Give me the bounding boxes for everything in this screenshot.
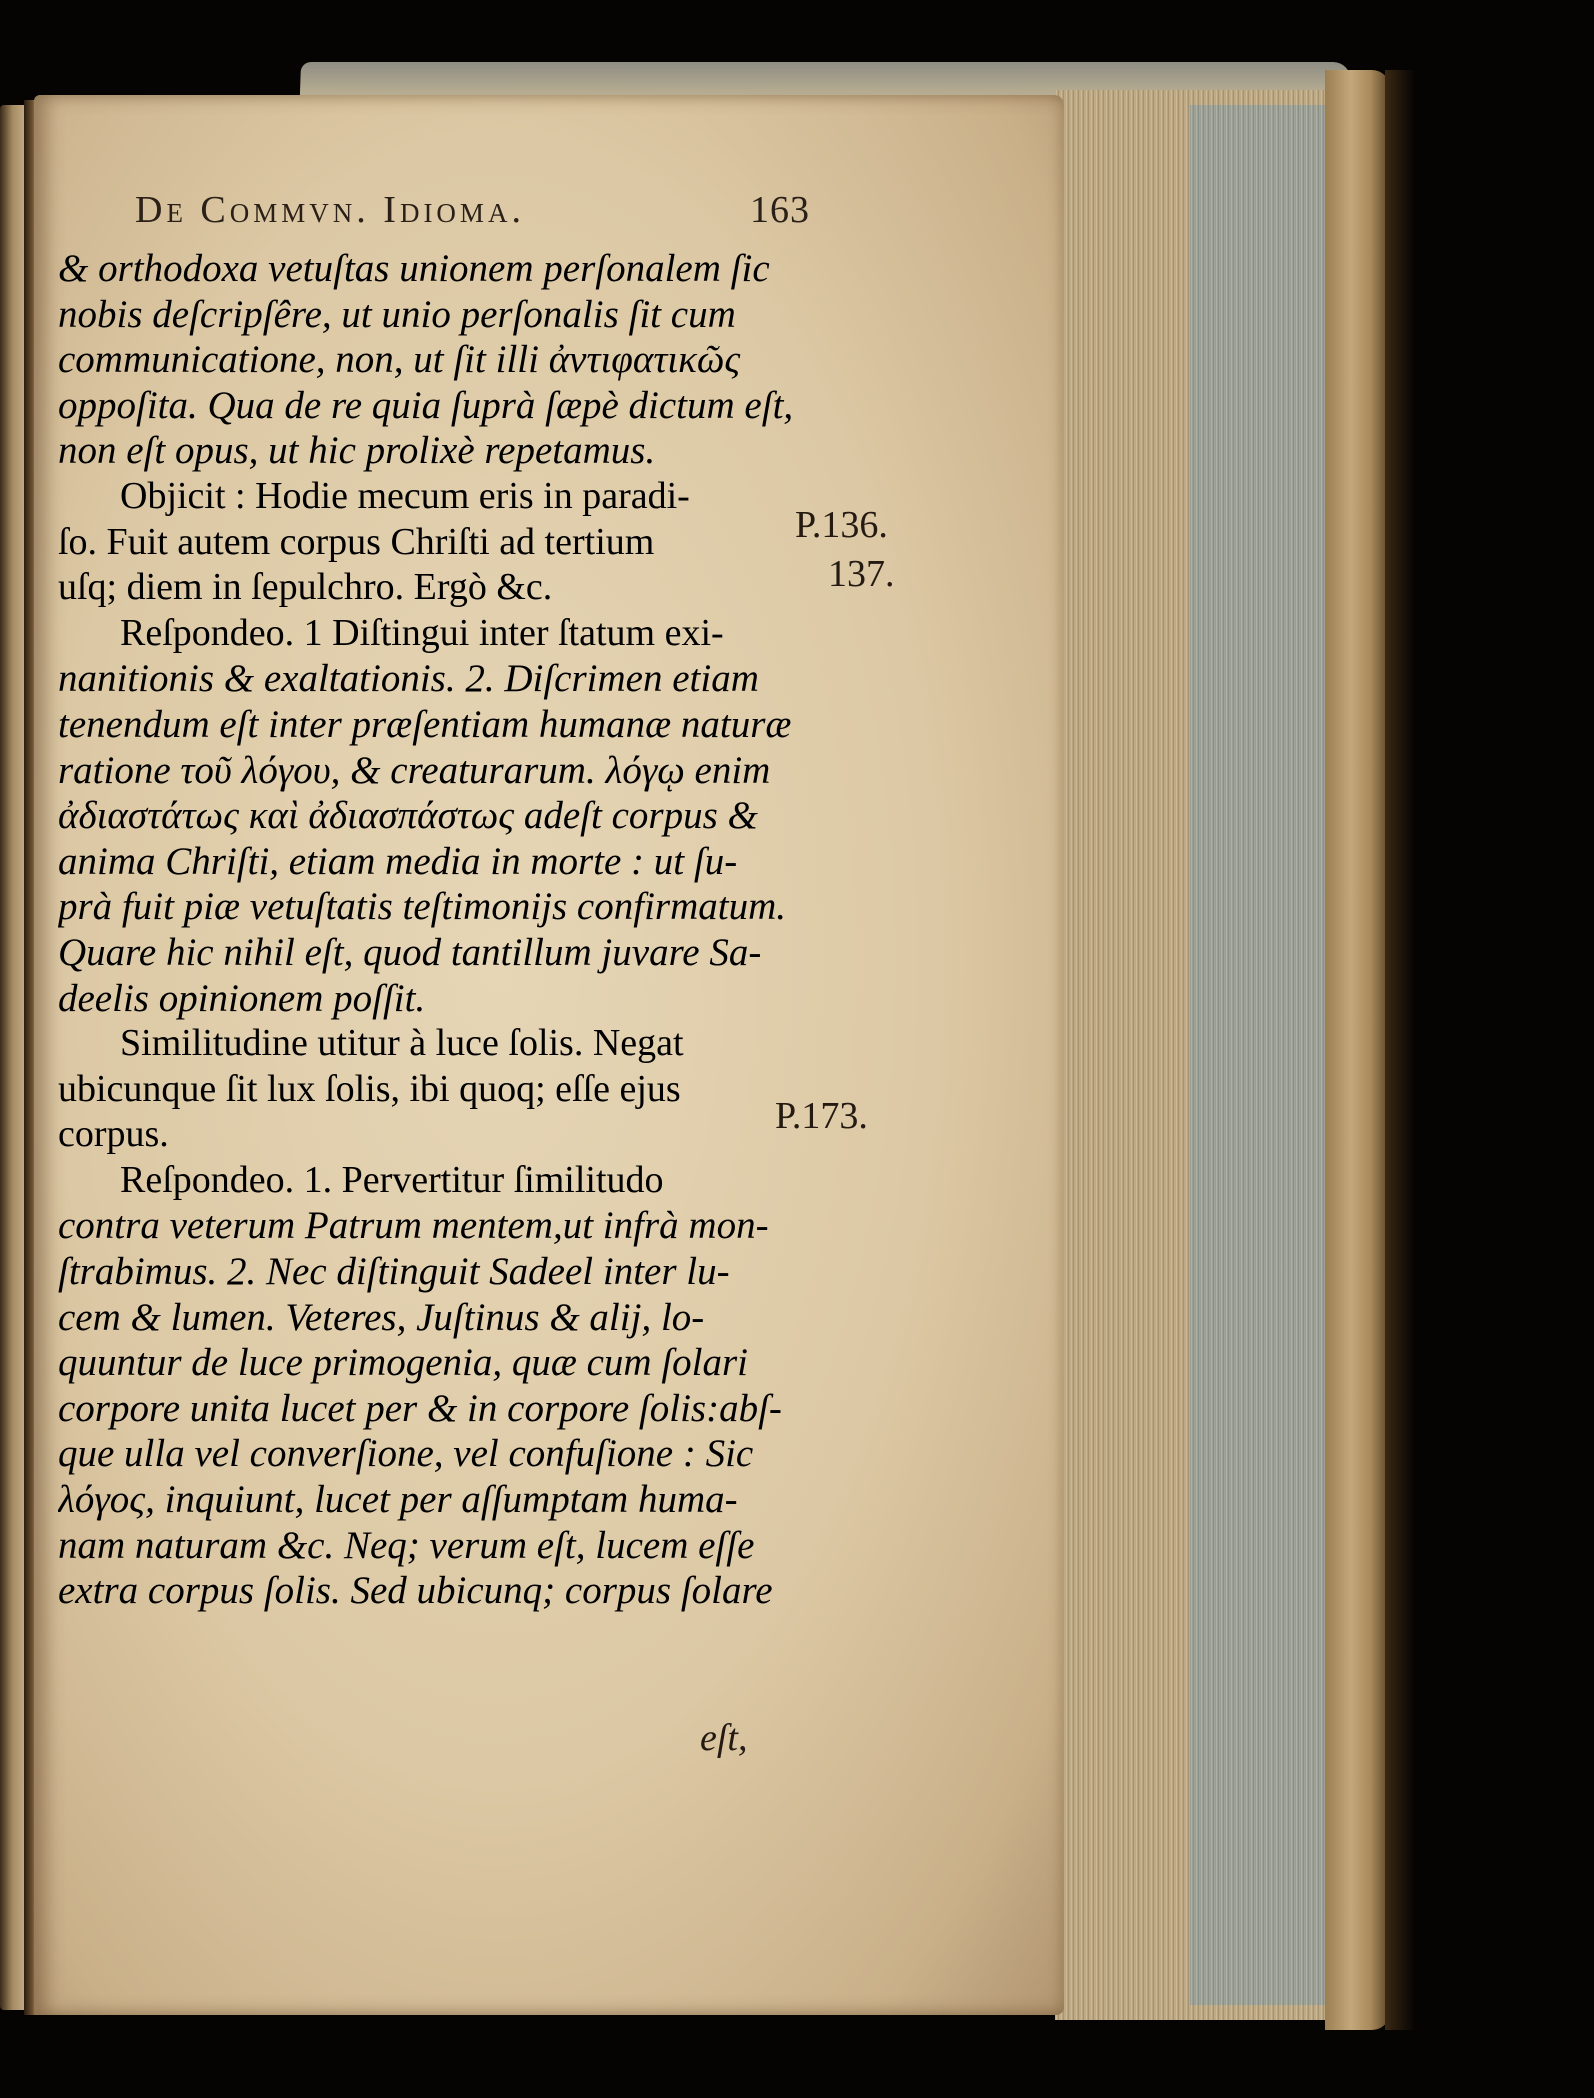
margin-note: P.173. bbox=[775, 1095, 868, 1137]
text-line: ſo. Fuit autem corpus Chriſti ad tertium bbox=[58, 520, 655, 563]
text-line: nam naturam &c. Neq; verum eſt, lucem eſſe bbox=[58, 1523, 755, 1567]
text-line: anima Chriſti, etiam media in morte : ut ſu- bbox=[58, 839, 738, 883]
running-header bbox=[135, 188, 810, 236]
page-block-edge-shade bbox=[1190, 105, 1325, 2005]
text-line: tenendum eſt inter præſentiam humanæ naturæ bbox=[58, 702, 792, 746]
text-line: deelis opinionem poſſit. bbox=[58, 976, 426, 1020]
text-line: & orthodoxa vetuſtas unionem perſonalem ſic bbox=[58, 247, 770, 290]
text-line: ubicunque ſit lux ſolis, ibi quoq; eſſe ejus bbox=[58, 1067, 681, 1110]
text-line: Reſpondeo. 1 Diſtingui inter ſtatum exi- bbox=[120, 611, 724, 654]
text-line: quuntur de luce primogenia, quæ cum ſolari bbox=[58, 1341, 749, 1385]
page-body bbox=[58, 246, 848, 1614]
text-line: cem & lumen. Veteres, Juſtinus & alij, lo- bbox=[58, 1295, 705, 1339]
text-line: uſq; diem in ſepulchro. Ergò &c. bbox=[58, 566, 553, 609]
text-line: nobis deſcripſêre, ut unio perſonalis ſit cum bbox=[58, 292, 736, 336]
text-line: contra veterum Patrum mentem,ut infrà mon- bbox=[58, 1204, 769, 1248]
running-title: De Commvn. Idioma. bbox=[135, 189, 525, 231]
text-line: ratione τοῦ λόγου, & creaturarum. λόγῳ enim bbox=[58, 748, 771, 792]
text-line: nanitionis & exaltationis. 2. Diſcrimen etiam bbox=[58, 657, 759, 701]
text-line: Objicit : Hodie mecum eris in paradi- bbox=[120, 474, 690, 517]
text-line: corpus. bbox=[58, 1113, 169, 1156]
text-line: non eſt opus, ut hic prolixè repetamus. bbox=[58, 429, 656, 473]
text-line: Similitudine utitur à luce ſolis. Negat bbox=[120, 1022, 684, 1065]
catchword: eſt, bbox=[700, 1717, 748, 1759]
text-line: que ulla vel converſione, vel confuſione : Sic bbox=[58, 1432, 754, 1476]
margin-note: 137. bbox=[828, 553, 895, 595]
text-line: ἀδιαστάτως καὶ ἀδιασπάστως adeſt corpus & bbox=[58, 794, 758, 838]
text-line: oppoſita. Qua de re quia ſuprà ſæpè dictum eſt, bbox=[58, 383, 794, 427]
margin-note: P.136. bbox=[795, 504, 888, 546]
cover-shadow bbox=[1385, 70, 1415, 2030]
text-line: prà fuit piæ vetuſtatis teſtimonijs confirmatum. bbox=[58, 885, 786, 929]
text-line: Reſpondeo. 1. Pervertitur ſimilitudo bbox=[120, 1158, 664, 1201]
text-line: extra corpus ſolis. Sed ubicunq; corpus ſolare bbox=[58, 1569, 773, 1613]
text-line: ſtrabimus. 2. Nec diſtinguit Sadeel inter lu- bbox=[58, 1250, 730, 1294]
text-line: communicatione, non, ut ſit illi ἀντιφατικῶς bbox=[58, 338, 741, 382]
page-number: 163 bbox=[750, 189, 810, 231]
text-line: λόγος, inquiunt, lucet per aſſumptam huma- bbox=[58, 1478, 738, 1522]
text-line: corpore unita lucet per & in corpore ſolis:abſ- bbox=[58, 1386, 782, 1430]
book-cover-edge bbox=[1325, 70, 1390, 2030]
text-line: Quare hic nihil eſt, quod tantillum juvare Sa- bbox=[58, 930, 762, 974]
